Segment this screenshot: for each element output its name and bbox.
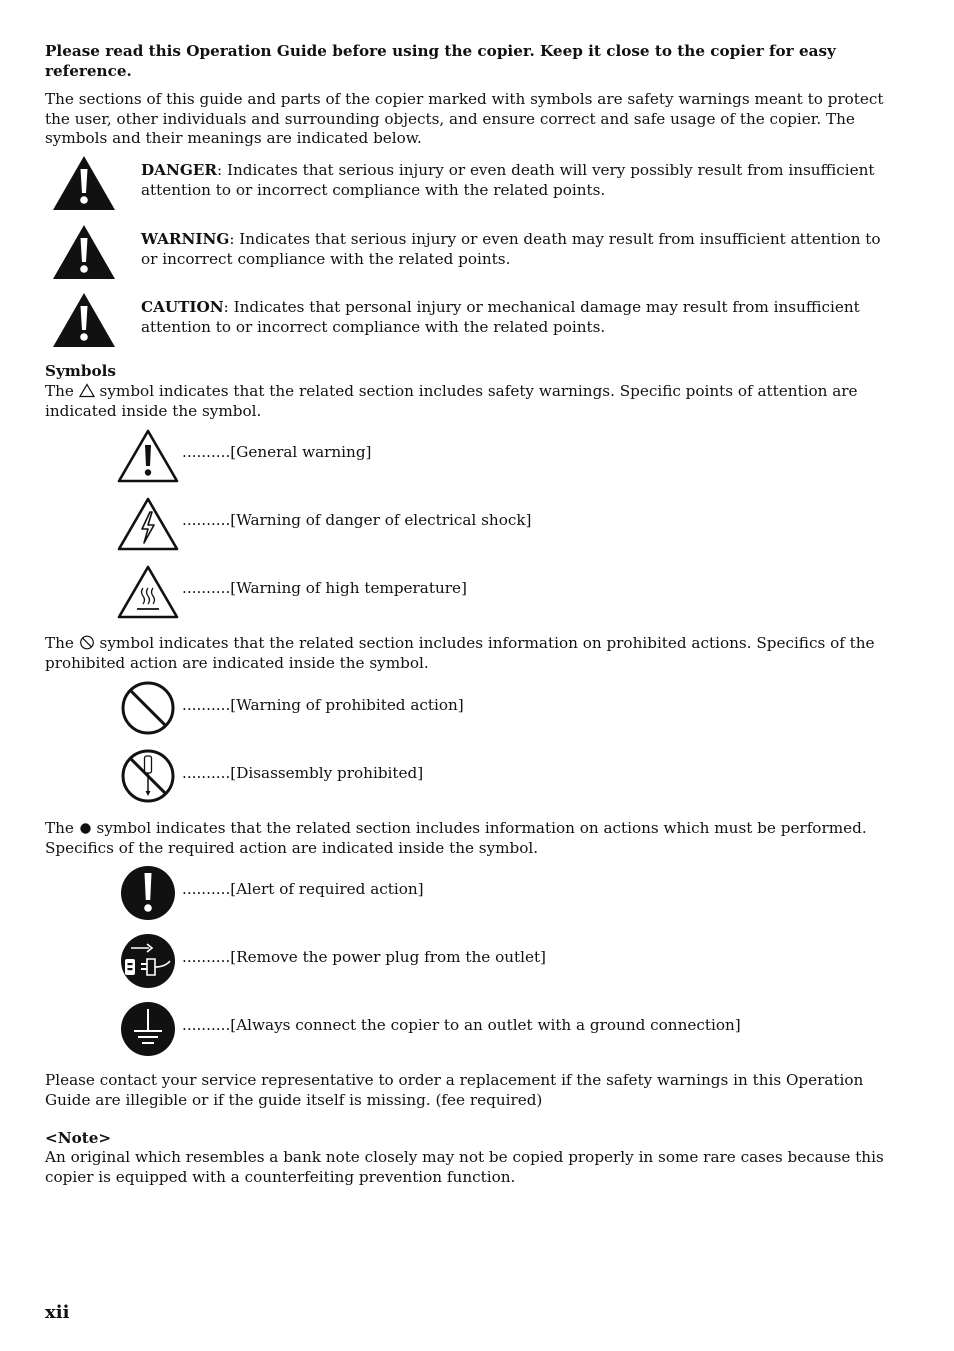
para-text: The (45, 819, 79, 837)
contact-paragraph: Please contact your service representative to order a replacement if the safety warnings in this Operation Guide are illegible or if the guide itself is missing. (fee required) (45, 1071, 864, 1109)
prohibited-outline-icon (79, 635, 95, 650)
ground-connection-label: ..........[Always connect the copier to an outlet with a ground connection] (182, 1016, 741, 1034)
warning-description (141, 230, 901, 269)
symbols-heading: Symbols (45, 362, 116, 380)
disassembly-prohibited-icon (117, 748, 179, 804)
electrical-shock-icon (117, 496, 179, 552)
triangle-symbol-paragraph (45, 382, 905, 421)
warning-level-icon (52, 223, 116, 281)
general-warning-label: ..........[General warning] (182, 443, 372, 461)
high-temperature-icon (117, 564, 179, 620)
page-number: xii (45, 1302, 70, 1323)
danger-term: DANGER (141, 161, 218, 179)
prohibited-action-label: ..........[Warning of prohibited action] (182, 696, 464, 714)
note-heading: <Note> (45, 1129, 112, 1147)
disassembly-prohibited-label: ..........[Disassembly prohibited] (182, 764, 424, 782)
electrical-shock-label: ..........[Warning of danger of electrical shock] (182, 511, 532, 529)
intro-text: The sections of this guide and parts of the copier marked with symbols are safety warnings meant to protect the user, other individuals and surrounding objects, and ensure correct and safe usage of the copier. The symbols and their meanings are indicated below. (45, 90, 884, 147)
remove-plug-label: ..........[Remove the power plug from the outlet] (182, 948, 546, 966)
required-action-icon (117, 865, 179, 921)
intro-bold-text: Please read this Operation Guide before using the copier. Keep it close to the copier for easy reference. (45, 42, 836, 80)
para-text: symbol indicates that the related section includes information on actions which must be performed. Specifics of the required action are indicated inside the symbol. (45, 819, 867, 857)
danger-description (141, 161, 901, 200)
warning-desc: : Indicates that serious injury or even death may result from insufficient attention to or incorrect compliance with the related points. (141, 230, 881, 268)
remove-plug-icon (117, 933, 179, 989)
danger-desc: : Indicates that serious injury or even death will very possibly result from insufficient attention to or incorrect compliance with the related points. (141, 161, 875, 199)
ground-connection-icon (117, 1001, 179, 1057)
general-warning-icon (117, 428, 179, 484)
para-text: The (45, 382, 79, 400)
caution-level-icon (52, 291, 116, 349)
danger-warning-icon (52, 154, 116, 212)
note-text: An original which resembles a bank note closely may not be copied properly in some rare cases because this copier is equipped with a counterfeiting prevention function. (45, 1148, 884, 1186)
triangle-outline-icon (79, 383, 95, 398)
para-text: symbol indicates that the related section includes safety warnings. Specific points of attention are indicated inside the symbol. (45, 382, 858, 420)
para-text: symbol indicates that the related section includes information on prohibited actions. Specifics of the prohibited action are indicated inside the symbol. (45, 634, 875, 672)
caution-term: CAUTION (141, 298, 224, 316)
caution-description (141, 298, 901, 337)
high-temperature-label: ..........[Warning of high temperature] (182, 579, 467, 597)
prohibit-symbol-paragraph (45, 634, 905, 673)
filled-circle-icon (79, 822, 92, 835)
prohibited-action-icon (117, 680, 179, 736)
required-symbol-paragraph (45, 819, 905, 858)
caution-desc: : Indicates that personal injury or mechanical damage may result from insufficient attention to or incorrect compliance with the related points. (141, 298, 860, 336)
para-text: The (45, 634, 79, 652)
required-action-label: ..........[Alert of required action] (182, 880, 424, 898)
warning-term: WARNING (141, 230, 230, 248)
